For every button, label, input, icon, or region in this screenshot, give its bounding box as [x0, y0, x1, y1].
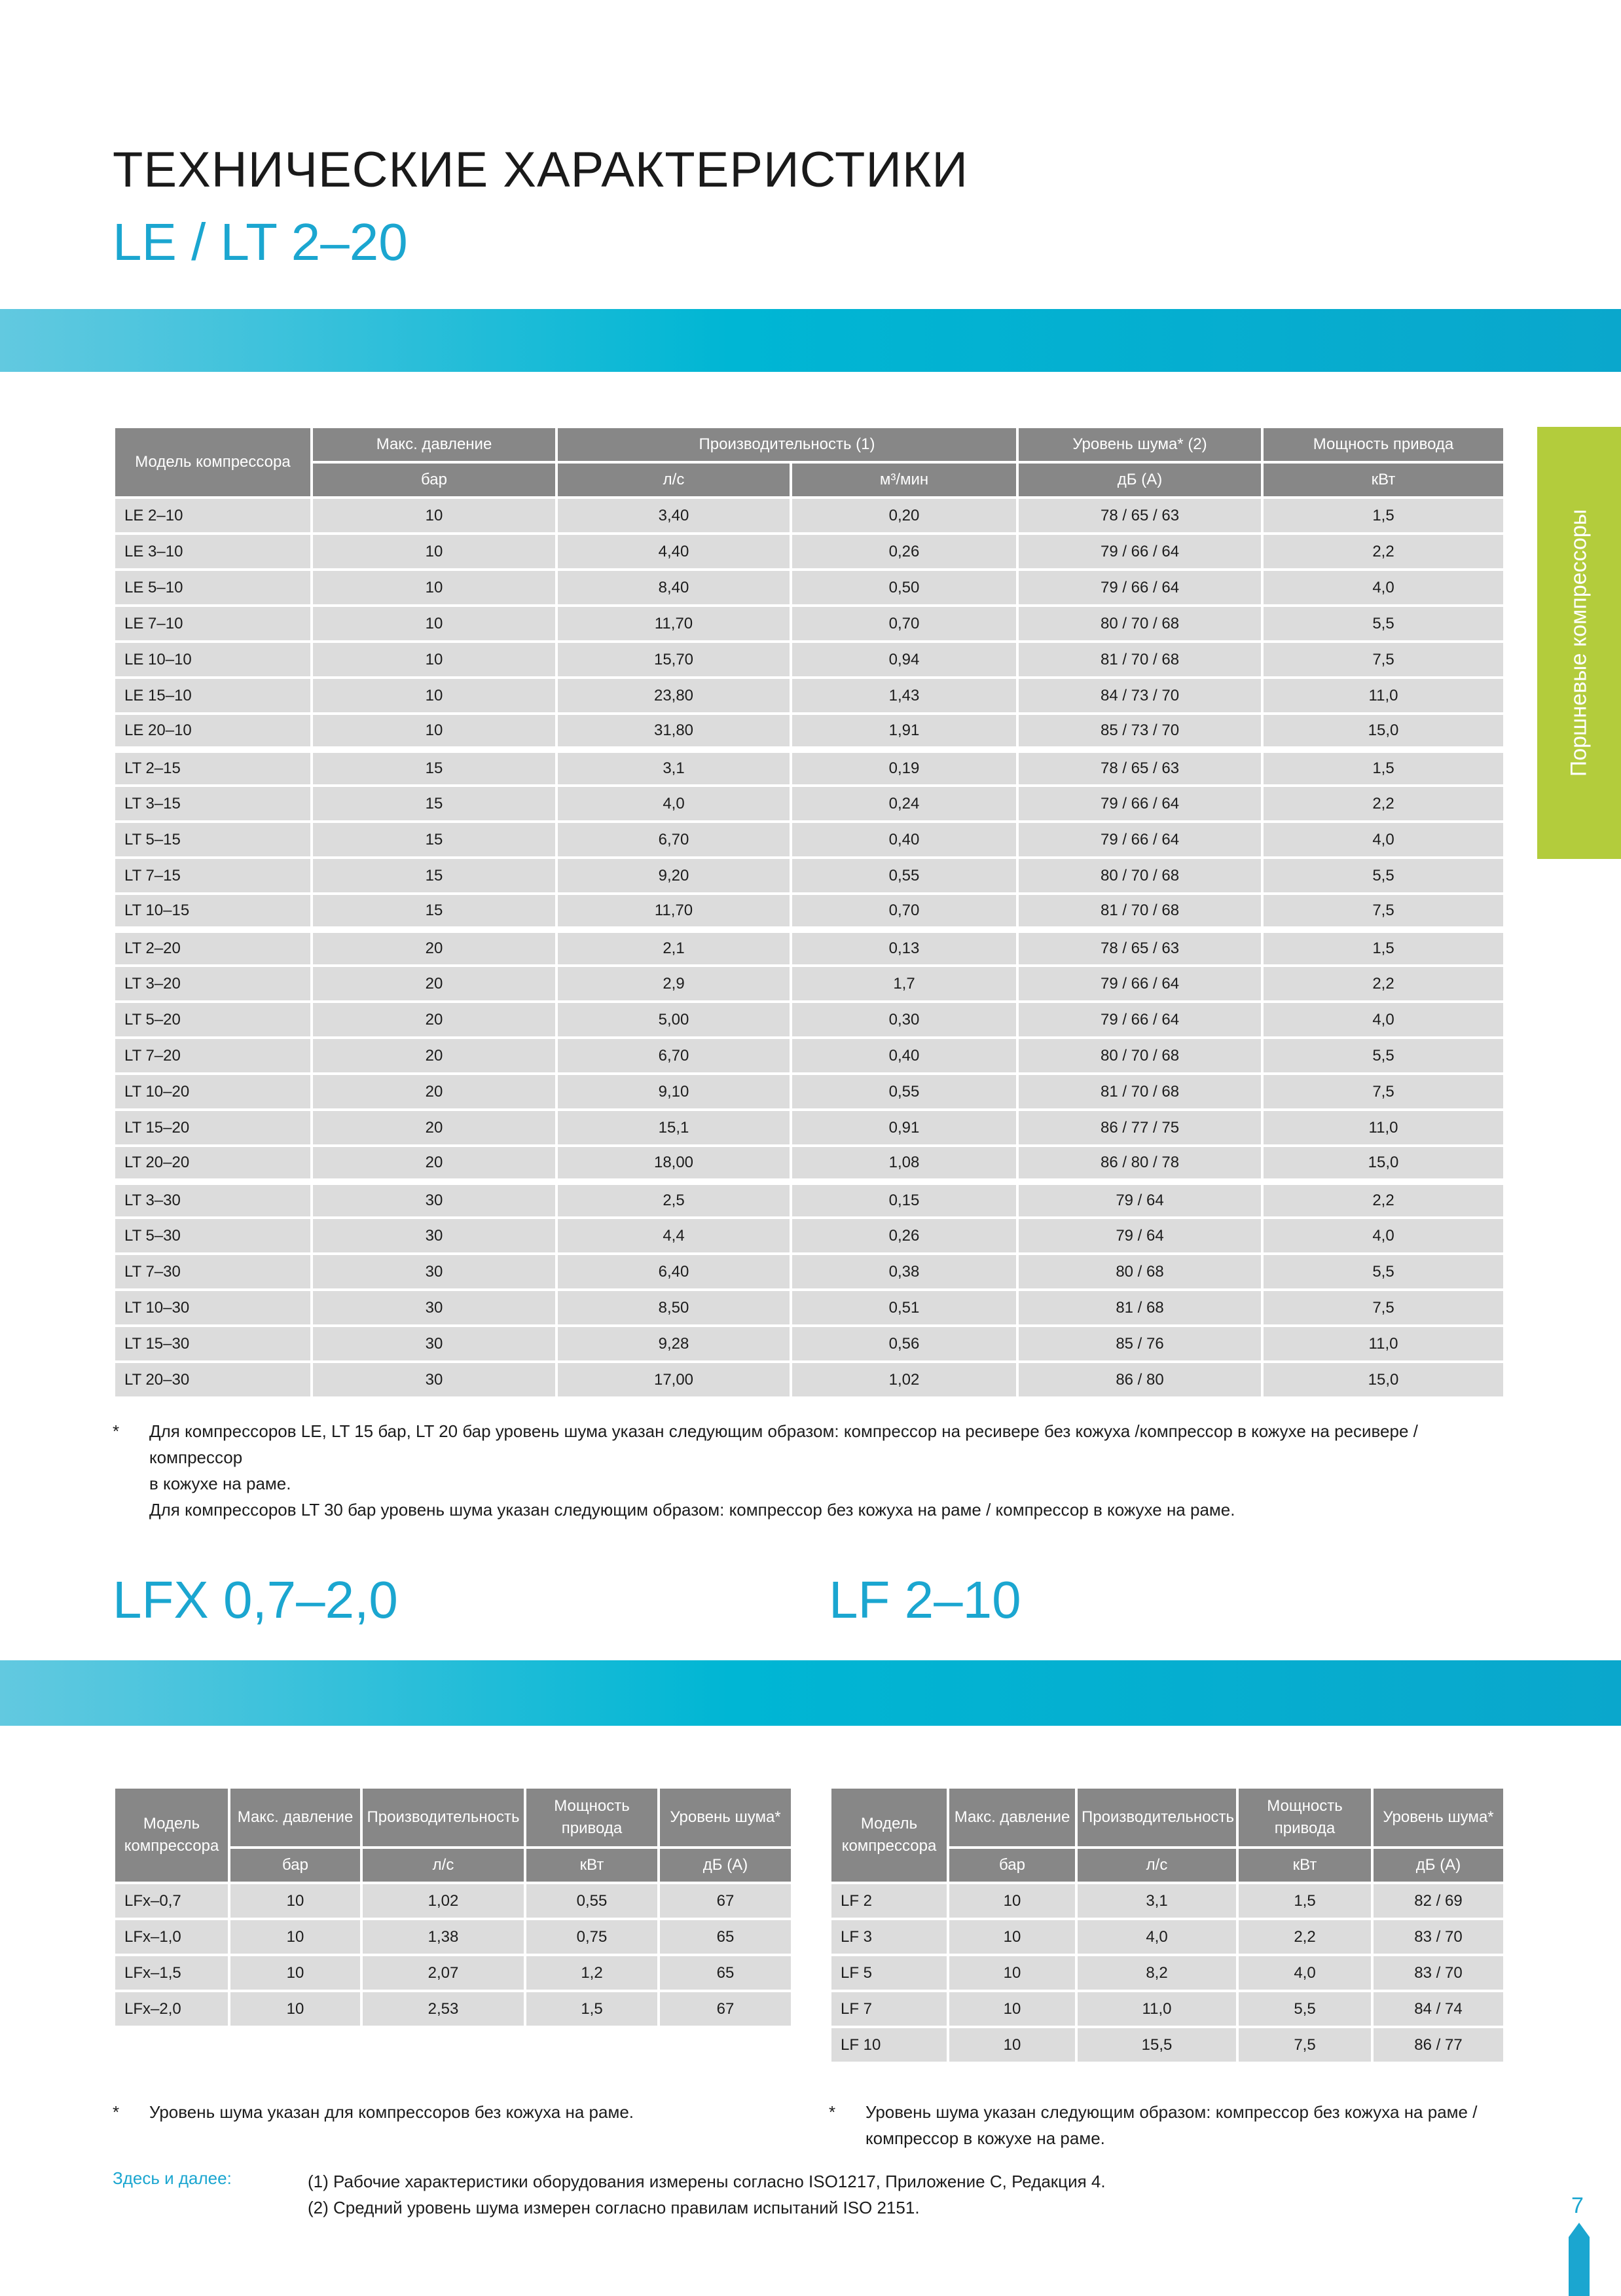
value-cell: 23,80: [556, 678, 791, 714]
value-cell: 86 / 77: [1372, 2027, 1504, 2063]
model-cell: LT 7–15: [114, 858, 312, 894]
value-cell: 86 / 77 / 75: [1017, 1110, 1262, 1146]
header-band: [0, 309, 1621, 372]
value-cell: 7,5: [1237, 2027, 1372, 2063]
value-cell: 2,2: [1262, 966, 1504, 1002]
model-cell: LFx–1,0: [114, 1919, 229, 1955]
table-row: [114, 1290, 1504, 1326]
table-row: [830, 1919, 1504, 1955]
value-cell: 84 / 73 / 70: [1017, 678, 1262, 714]
section-title-lf: LF 2–10: [829, 1571, 1021, 1629]
note-line: Для компрессоров LE, LT 15 бар, LT 20 бар уровень шума указан следующим образом: компрессор на ресивере без кожуха /компрессор в кожухе на ресивере / компрессор: [149, 1421, 1418, 1467]
header-model: Модель компрессора: [114, 427, 312, 498]
value-cell: 1,91: [791, 714, 1017, 750]
table-row: [114, 1362, 1504, 1398]
note-line: Уровень шума указан следующим образом: компрессор без кожуха на раме /: [865, 2102, 1478, 2122]
header-model: Модель компрессора: [830, 1787, 948, 1883]
value-cell: 0,56: [791, 1326, 1017, 1362]
page-marker-icon: [1569, 2223, 1590, 2296]
value-cell: 4,4: [556, 1218, 791, 1254]
value-cell: 17,00: [556, 1362, 791, 1398]
value-cell: 7,5: [1262, 1290, 1504, 1326]
le-lt-spec-table: [113, 426, 1506, 1399]
value-cell: 10: [948, 1919, 1076, 1955]
value-cell: 8,50: [556, 1290, 791, 1326]
value-cell: 30: [312, 1326, 556, 1362]
footer-note-2: (2) Средний уровень шума измерен согласно правилам испытаний ISO 2151.: [308, 2198, 920, 2217]
value-cell: 1,5: [1262, 930, 1504, 966]
value-cell: 11,0: [1262, 1326, 1504, 1362]
value-cell: 10: [312, 678, 556, 714]
value-cell: 10: [312, 606, 556, 642]
value-cell: 20: [312, 966, 556, 1002]
value-cell: 81 / 70 / 68: [1017, 642, 1262, 678]
table-row: [114, 678, 1504, 714]
model-cell: LT 2–20: [114, 930, 312, 966]
value-cell: 6,40: [556, 1254, 791, 1290]
value-cell: 10: [948, 2027, 1076, 2063]
model-cell: LT 5–15: [114, 822, 312, 858]
value-cell: 0,26: [791, 1218, 1017, 1254]
value-cell: 11,0: [1076, 1991, 1237, 2027]
value-cell: 4,0: [1262, 822, 1504, 858]
value-cell: 79 / 66 / 64: [1017, 966, 1262, 1002]
value-cell: 67: [659, 1883, 792, 1919]
unit-capacity-m3: м³/мин: [791, 462, 1017, 498]
value-cell: 80 / 70 / 68: [1017, 606, 1262, 642]
table-row: [114, 822, 1504, 858]
value-cell: 15,70: [556, 642, 791, 678]
unit-capacity: л/с: [361, 1848, 525, 1883]
value-cell: 4,0: [1262, 570, 1504, 606]
header-capacity: Производительность (1): [556, 427, 1017, 462]
note-line: компрессор в кожухе на раме.: [865, 2128, 1105, 2148]
value-cell: 80 / 70 / 68: [1017, 1038, 1262, 1074]
value-cell: 2,2: [1262, 1182, 1504, 1218]
value-cell: 85 / 76: [1017, 1326, 1262, 1362]
value-cell: 15,5: [1076, 2027, 1237, 2063]
value-cell: 0,38: [791, 1254, 1017, 1290]
value-cell: 2,5: [556, 1182, 791, 1218]
table-row: [830, 1883, 1504, 1919]
model-cell: LT 15–30: [114, 1326, 312, 1362]
footer-label: Здесь и далее:: [113, 2168, 232, 2188]
value-cell: 0,26: [791, 534, 1017, 570]
value-cell: 9,10: [556, 1074, 791, 1110]
value-cell: 1,5: [1262, 498, 1504, 534]
value-cell: 15: [312, 894, 556, 930]
value-cell: 86 / 80 / 78: [1017, 1146, 1262, 1182]
value-cell: 15,1: [556, 1110, 791, 1146]
model-cell: LT 7–30: [114, 1254, 312, 1290]
value-cell: 1,2: [525, 1955, 659, 1991]
value-cell: 0,75: [525, 1919, 659, 1955]
value-cell: 30: [312, 1254, 556, 1290]
value-cell: 11,0: [1262, 1110, 1504, 1146]
value-cell: 81 / 70 / 68: [1017, 1074, 1262, 1110]
note-asterisk: *: [113, 1421, 120, 1441]
unit-pressure: бар: [229, 1848, 361, 1883]
lfx-table-note: [113, 2099, 793, 2132]
value-cell: 11,70: [556, 606, 791, 642]
value-cell: 30: [312, 1182, 556, 1218]
model-cell: LT 3–20: [114, 966, 312, 1002]
value-cell: 7,5: [1262, 1074, 1504, 1110]
unit-noise: дБ (А): [659, 1848, 792, 1883]
value-cell: 83 / 70: [1372, 1955, 1504, 1991]
table-row: [830, 1991, 1504, 2027]
note-line: в кожухе на раме.: [149, 1474, 291, 1493]
value-cell: 78 / 65 / 63: [1017, 930, 1262, 966]
header-capacity: Производительность: [1076, 1787, 1237, 1848]
value-cell: 9,28: [556, 1326, 791, 1362]
table-row: [114, 858, 1504, 894]
value-cell: 2,1: [556, 930, 791, 966]
table-row: [114, 570, 1504, 606]
lfx-table-body: [114, 1883, 792, 2027]
model-cell: LT 7–20: [114, 1038, 312, 1074]
value-cell: 1,38: [361, 1919, 525, 1955]
model-cell: LFx–2,0: [114, 1991, 229, 2027]
value-cell: 10: [948, 1955, 1076, 1991]
model-cell: LT 15–20: [114, 1110, 312, 1146]
value-cell: 15: [312, 858, 556, 894]
value-cell: 15,0: [1262, 1146, 1504, 1182]
main-table-note: [113, 1418, 1503, 1520]
value-cell: 84 / 74: [1372, 1991, 1504, 2027]
table-row: [114, 1110, 1504, 1146]
side-category-tab: [1537, 427, 1621, 859]
value-cell: 1,5: [1262, 750, 1504, 786]
value-cell: 0,40: [791, 822, 1017, 858]
value-cell: 6,70: [556, 1038, 791, 1074]
value-cell: 1,7: [791, 966, 1017, 1002]
unit-noise: дБ (А): [1017, 462, 1262, 498]
table-row: [830, 2027, 1504, 2063]
value-cell: 5,5: [1262, 606, 1504, 642]
table-row: [114, 1146, 1504, 1182]
value-cell: 4,0: [1262, 1002, 1504, 1038]
model-cell: LT 3–15: [114, 786, 312, 822]
model-cell: LE 7–10: [114, 606, 312, 642]
value-cell: 1,5: [525, 1991, 659, 2027]
model-cell: LF 3: [830, 1919, 948, 1955]
value-cell: 0,51: [791, 1290, 1017, 1326]
value-cell: 67: [659, 1991, 792, 2027]
header-pressure: Макс. давление: [312, 427, 556, 462]
value-cell: 0,55: [791, 1074, 1017, 1110]
value-cell: 1,08: [791, 1146, 1017, 1182]
lfx-spec-table: [113, 1786, 793, 2028]
value-cell: 10: [948, 1991, 1076, 2027]
section-subtitle-le-lt: LE / LT 2–20: [113, 213, 408, 271]
table-row: [114, 498, 1504, 534]
value-cell: 8,40: [556, 570, 791, 606]
header-model: Модель компрессора: [114, 1787, 229, 1883]
value-cell: 30: [312, 1218, 556, 1254]
model-cell: LFx–0,7: [114, 1883, 229, 1919]
model-cell: LT 10–15: [114, 894, 312, 930]
header-noise: Уровень шума*: [1372, 1787, 1504, 1848]
le-lt-table-body: [114, 498, 1504, 1398]
value-cell: 2,07: [361, 1955, 525, 1991]
value-cell: 18,00: [556, 1146, 791, 1182]
value-cell: 79 / 66 / 64: [1017, 570, 1262, 606]
value-cell: 82 / 69: [1372, 1883, 1504, 1919]
table-row: [114, 1919, 792, 1955]
note-asterisk: *: [829, 2102, 836, 2122]
table-row: [114, 534, 1504, 570]
value-cell: 0,70: [791, 606, 1017, 642]
value-cell: 0,13: [791, 930, 1017, 966]
table-row: [114, 1955, 792, 1991]
value-cell: 78 / 65 / 63: [1017, 750, 1262, 786]
value-cell: 0,19: [791, 750, 1017, 786]
value-cell: 65: [659, 1955, 792, 1991]
header-power: Мощность привода: [1262, 427, 1504, 462]
model-cell: LT 2–15: [114, 750, 312, 786]
value-cell: 65: [659, 1919, 792, 1955]
value-cell: 20: [312, 1038, 556, 1074]
model-cell: LF 2: [830, 1883, 948, 1919]
table-row: [114, 1038, 1504, 1074]
unit-pressure: бар: [948, 1848, 1076, 1883]
value-cell: 20: [312, 1110, 556, 1146]
table-row: [114, 1991, 792, 2027]
model-cell: LFx–1,5: [114, 1955, 229, 1991]
value-cell: 0,55: [525, 1883, 659, 1919]
model-cell: LE 3–10: [114, 534, 312, 570]
value-cell: 81 / 68: [1017, 1290, 1262, 1326]
unit-noise: дБ (А): [1372, 1848, 1504, 1883]
model-cell: LT 3–30: [114, 1182, 312, 1218]
value-cell: 2,2: [1237, 1919, 1372, 1955]
value-cell: 20: [312, 1074, 556, 1110]
value-cell: 11,70: [556, 894, 791, 930]
value-cell: 79 / 64: [1017, 1218, 1262, 1254]
unit-capacity-ls: л/с: [556, 462, 791, 498]
value-cell: 2,2: [1262, 786, 1504, 822]
value-cell: 30: [312, 1362, 556, 1398]
value-cell: 79 / 66 / 64: [1017, 1002, 1262, 1038]
value-cell: 20: [312, 1146, 556, 1182]
model-cell: LT 10–30: [114, 1290, 312, 1326]
lf-table-body: [830, 1883, 1504, 2063]
table-row: [114, 894, 1504, 930]
value-cell: 20: [312, 1002, 556, 1038]
model-cell: LT 20–30: [114, 1362, 312, 1398]
table-row: [114, 1883, 792, 1919]
table-row: [114, 714, 1504, 750]
model-cell: LF 10: [830, 2027, 948, 2063]
unit-pressure: бар: [312, 462, 556, 498]
value-cell: 2,53: [361, 1991, 525, 2027]
header-pressure: Макс. давление: [948, 1787, 1076, 1848]
note-line: Уровень шума указан для компрессоров без кожуха на раме.: [149, 2102, 634, 2122]
footer-notes: [308, 2168, 1106, 2221]
value-cell: 2,9: [556, 966, 791, 1002]
value-cell: 79 / 64: [1017, 1182, 1262, 1218]
model-cell: LE 2–10: [114, 498, 312, 534]
lf-table-note: [829, 2099, 1503, 2158]
value-cell: 10: [312, 714, 556, 750]
unit-power: кВт: [1262, 462, 1504, 498]
header-capacity: Производительность: [361, 1787, 525, 1848]
value-cell: 1,02: [361, 1883, 525, 1919]
header-power: Мощность привода: [1237, 1787, 1372, 1848]
value-cell: 1,02: [791, 1362, 1017, 1398]
value-cell: 85 / 73 / 70: [1017, 714, 1262, 750]
side-tab-label: Поршневые компрессоры: [1566, 509, 1592, 777]
value-cell: 0,30: [791, 1002, 1017, 1038]
value-cell: 79 / 66 / 64: [1017, 534, 1262, 570]
value-cell: 10: [312, 534, 556, 570]
footer-note-1: (1) Рабочие характеристики оборудования измерены согласно ISO1217, Приложение С, Редакция 4.: [308, 2172, 1106, 2191]
table-row: [114, 1074, 1504, 1110]
table-row: [114, 786, 1504, 822]
value-cell: 10: [229, 1955, 361, 1991]
value-cell: 79 / 66 / 64: [1017, 786, 1262, 822]
value-cell: 6,70: [556, 822, 791, 858]
value-cell: 0,24: [791, 786, 1017, 822]
value-cell: 1,43: [791, 678, 1017, 714]
lf-spec-table: [829, 1786, 1506, 2064]
model-cell: LE 20–10: [114, 714, 312, 750]
value-cell: 7,5: [1262, 894, 1504, 930]
header-power: Мощность привода: [525, 1787, 659, 1848]
value-cell: 3,1: [556, 750, 791, 786]
value-cell: 15: [312, 822, 556, 858]
value-cell: 5,5: [1262, 858, 1504, 894]
value-cell: 9,20: [556, 858, 791, 894]
unit-power: кВт: [1237, 1848, 1372, 1883]
value-cell: 79 / 66 / 64: [1017, 822, 1262, 858]
page-title: ТЕХНИЧЕСКИЕ ХАРАКТЕРИСТИКИ: [113, 142, 968, 198]
value-cell: 15: [312, 750, 556, 786]
model-cell: LF 7: [830, 1991, 948, 2027]
model-cell: LF 5: [830, 1955, 948, 1991]
table-row: [114, 1182, 1504, 1218]
value-cell: 10: [229, 1991, 361, 2027]
table-row: [114, 930, 1504, 966]
value-cell: 80 / 68: [1017, 1254, 1262, 1290]
value-cell: 5,5: [1262, 1038, 1504, 1074]
value-cell: 86 / 80: [1017, 1362, 1262, 1398]
unit-capacity: л/с: [1076, 1848, 1237, 1883]
value-cell: 0,55: [791, 858, 1017, 894]
value-cell: 4,40: [556, 534, 791, 570]
section-title-lfx: LFX 0,7–2,0: [113, 1571, 398, 1629]
model-cell: LT 10–20: [114, 1074, 312, 1110]
value-cell: 10: [229, 1919, 361, 1955]
value-cell: 5,00: [556, 1002, 791, 1038]
note-line: Для компрессоров LT 30 бар уровень шума указан следующим образом: компрессор без кожуха на раме / компрессор в кожухе на раме.: [149, 1500, 1235, 1520]
value-cell: 8,2: [1076, 1955, 1237, 1991]
model-cell: LT 5–20: [114, 1002, 312, 1038]
value-cell: 4,0: [1237, 1955, 1372, 1991]
value-cell: 0,70: [791, 894, 1017, 930]
header-noise: Уровень шума*: [659, 1787, 792, 1848]
value-cell: 0,91: [791, 1110, 1017, 1146]
table-row: [830, 1955, 1504, 1991]
page-number: 7: [1571, 2193, 1584, 2218]
value-cell: 1,5: [1237, 1883, 1372, 1919]
value-cell: 0,20: [791, 498, 1017, 534]
value-cell: 15,0: [1262, 714, 1504, 750]
value-cell: 10: [312, 498, 556, 534]
table-row: [114, 1218, 1504, 1254]
value-cell: 3,1: [1076, 1883, 1237, 1919]
value-cell: 15,0: [1262, 1362, 1504, 1398]
table-row: [114, 1326, 1504, 1362]
value-cell: 81 / 70 / 68: [1017, 894, 1262, 930]
value-cell: 4,0: [1076, 1919, 1237, 1955]
table-row: [114, 750, 1504, 786]
value-cell: 0,94: [791, 642, 1017, 678]
table-row: [114, 642, 1504, 678]
model-cell: LE 5–10: [114, 570, 312, 606]
value-cell: 2,2: [1262, 534, 1504, 570]
model-cell: LE 10–10: [114, 642, 312, 678]
table-row: [114, 606, 1504, 642]
value-cell: 10: [948, 1883, 1076, 1919]
value-cell: 11,0: [1262, 678, 1504, 714]
value-cell: 7,5: [1262, 642, 1504, 678]
value-cell: 80 / 70 / 68: [1017, 858, 1262, 894]
value-cell: 31,80: [556, 714, 791, 750]
value-cell: 5,5: [1237, 1991, 1372, 2027]
value-cell: 0,40: [791, 1038, 1017, 1074]
table-row: [114, 1002, 1504, 1038]
section-band: [0, 1660, 1621, 1726]
header-pressure: Макс. давление: [229, 1787, 361, 1848]
value-cell: 83 / 70: [1372, 1919, 1504, 1955]
table-row: [114, 966, 1504, 1002]
model-cell: LE 15–10: [114, 678, 312, 714]
value-cell: 4,0: [1262, 1218, 1504, 1254]
unit-power: кВт: [525, 1848, 659, 1883]
value-cell: 5,5: [1262, 1254, 1504, 1290]
value-cell: 30: [312, 1290, 556, 1326]
value-cell: 10: [229, 1883, 361, 1919]
value-cell: 10: [312, 570, 556, 606]
value-cell: 4,0: [556, 786, 791, 822]
value-cell: 15: [312, 786, 556, 822]
value-cell: 10: [312, 642, 556, 678]
table-row: [114, 1254, 1504, 1290]
model-cell: LT 5–30: [114, 1218, 312, 1254]
note-asterisk: *: [113, 2102, 120, 2122]
value-cell: 0,15: [791, 1182, 1017, 1218]
model-cell: LT 20–20: [114, 1146, 312, 1182]
header-noise: Уровень шума* (2): [1017, 427, 1262, 462]
value-cell: 78 / 65 / 63: [1017, 498, 1262, 534]
value-cell: 3,40: [556, 498, 791, 534]
value-cell: 20: [312, 930, 556, 966]
value-cell: 0,50: [791, 570, 1017, 606]
